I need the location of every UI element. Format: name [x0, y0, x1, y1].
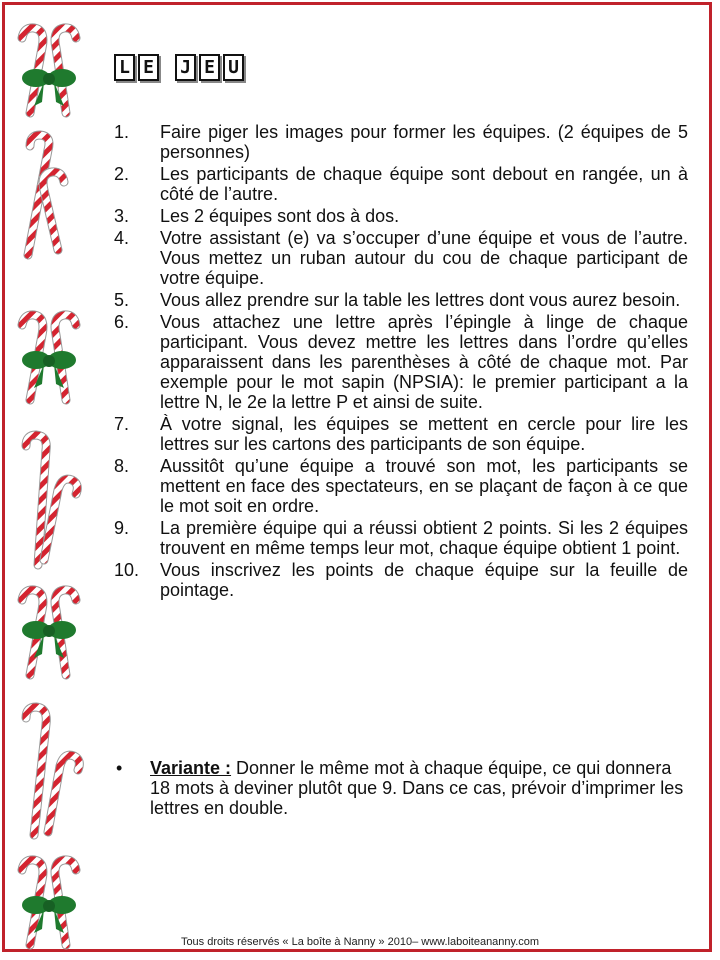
title-tile: E — [199, 54, 220, 81]
title-tile: L — [114, 54, 135, 81]
item-number: 4. — [114, 228, 130, 248]
item-text: Vous inscrivez les points de chaque équipe sur la feuille de pointage. — [160, 560, 688, 600]
item-text: Les 2 équipes sont dos à dos. — [160, 206, 400, 226]
decoration-column — [8, 10, 94, 950]
variant-note — [114, 758, 688, 818]
item-text: Vous attachez une lettre après l’épingle à linge de chaque participant. Vous devez mettre les lettres dans l’ordre qu’elles apparaissent dans les parenthèses à côté de chaque mot. Par exemple pour le mot sapin (NPSIA): le premier participant a la lettre N, le 2e la lettre P et ainsi de suite. — [160, 312, 688, 412]
item-number: 1. — [114, 122, 130, 142]
item-text: Votre assistant (e) va s’occuper d’une équipe et vous de l’autre. Vous mettez un ruban autour du cou de chaque participant de votre équipe. — [160, 228, 688, 288]
list-item — [114, 456, 688, 516]
item-text: Faire piger les images pour former les équipes. (2 équipes de 5 personnes) — [160, 122, 688, 162]
item-number: 7. — [114, 414, 130, 434]
item-number: 5. — [114, 290, 130, 310]
candy-cane-icon — [8, 700, 88, 840]
title-tile: E — [138, 54, 159, 81]
candy-cane-bow-icon — [8, 580, 88, 680]
page-title — [114, 54, 244, 81]
item-number: 10. — [114, 560, 140, 580]
list-item — [114, 414, 688, 454]
candy-cane-icon — [8, 130, 88, 260]
bullet-icon: • — [116, 758, 123, 778]
list-item — [114, 206, 688, 226]
list-item — [114, 560, 688, 600]
item-number: 3. — [114, 206, 130, 226]
item-number: 6. — [114, 312, 130, 332]
candy-cane-bow-icon — [8, 305, 88, 405]
list-item — [114, 228, 688, 288]
item-number: 2. — [114, 164, 130, 184]
item-text: La première équipe qui a réussi obtient 2 points. Si les 2 équipes trouvent en même temps leur mot, chaque équipe obtient 1 point. — [160, 518, 688, 558]
variant-body: Donner le même mot à chaque équipe, ce qui donnera 18 mots à deviner plutôt que 9. Dans ce cas, prévoir d’imprimer les lettres en double. — [150, 758, 684, 818]
list-item — [114, 122, 688, 162]
item-text: À votre signal, les équipes se mettent en cercle pour lire les lettres sur les cartons des participants de son équipe. — [160, 414, 688, 454]
list-item — [114, 164, 688, 204]
variant-text — [150, 758, 688, 818]
list-item — [114, 290, 688, 310]
list-item — [114, 518, 688, 558]
footer-copyright: Tous droits réservés « La boîte à Nanny » 2010– www.laboiteananny.com — [180, 936, 540, 948]
instruction-list — [114, 122, 688, 602]
item-text: Aussitôt qu’une équipe a trouvé son mot, les participants se mettent en face des spectateurs, en se plaçant de façon à ce que le mot soit en ordre. — [160, 456, 688, 516]
title-tile: U — [223, 54, 244, 81]
item-text: Vous allez prendre sur la table les lettres dont vous aurez besoin. — [160, 290, 681, 310]
candy-cane-bow-icon — [8, 18, 88, 118]
variant-label: Variante : — [150, 758, 232, 778]
item-number: 9. — [114, 518, 130, 538]
candy-cane-icon — [8, 430, 88, 570]
item-text: Les participants de chaque équipe sont debout en rangée, un à côté de l’autre. — [160, 164, 688, 204]
title-tile: J — [175, 54, 196, 81]
list-item — [114, 312, 688, 412]
candy-cane-bow-icon — [8, 850, 88, 950]
item-number: 8. — [114, 456, 130, 476]
